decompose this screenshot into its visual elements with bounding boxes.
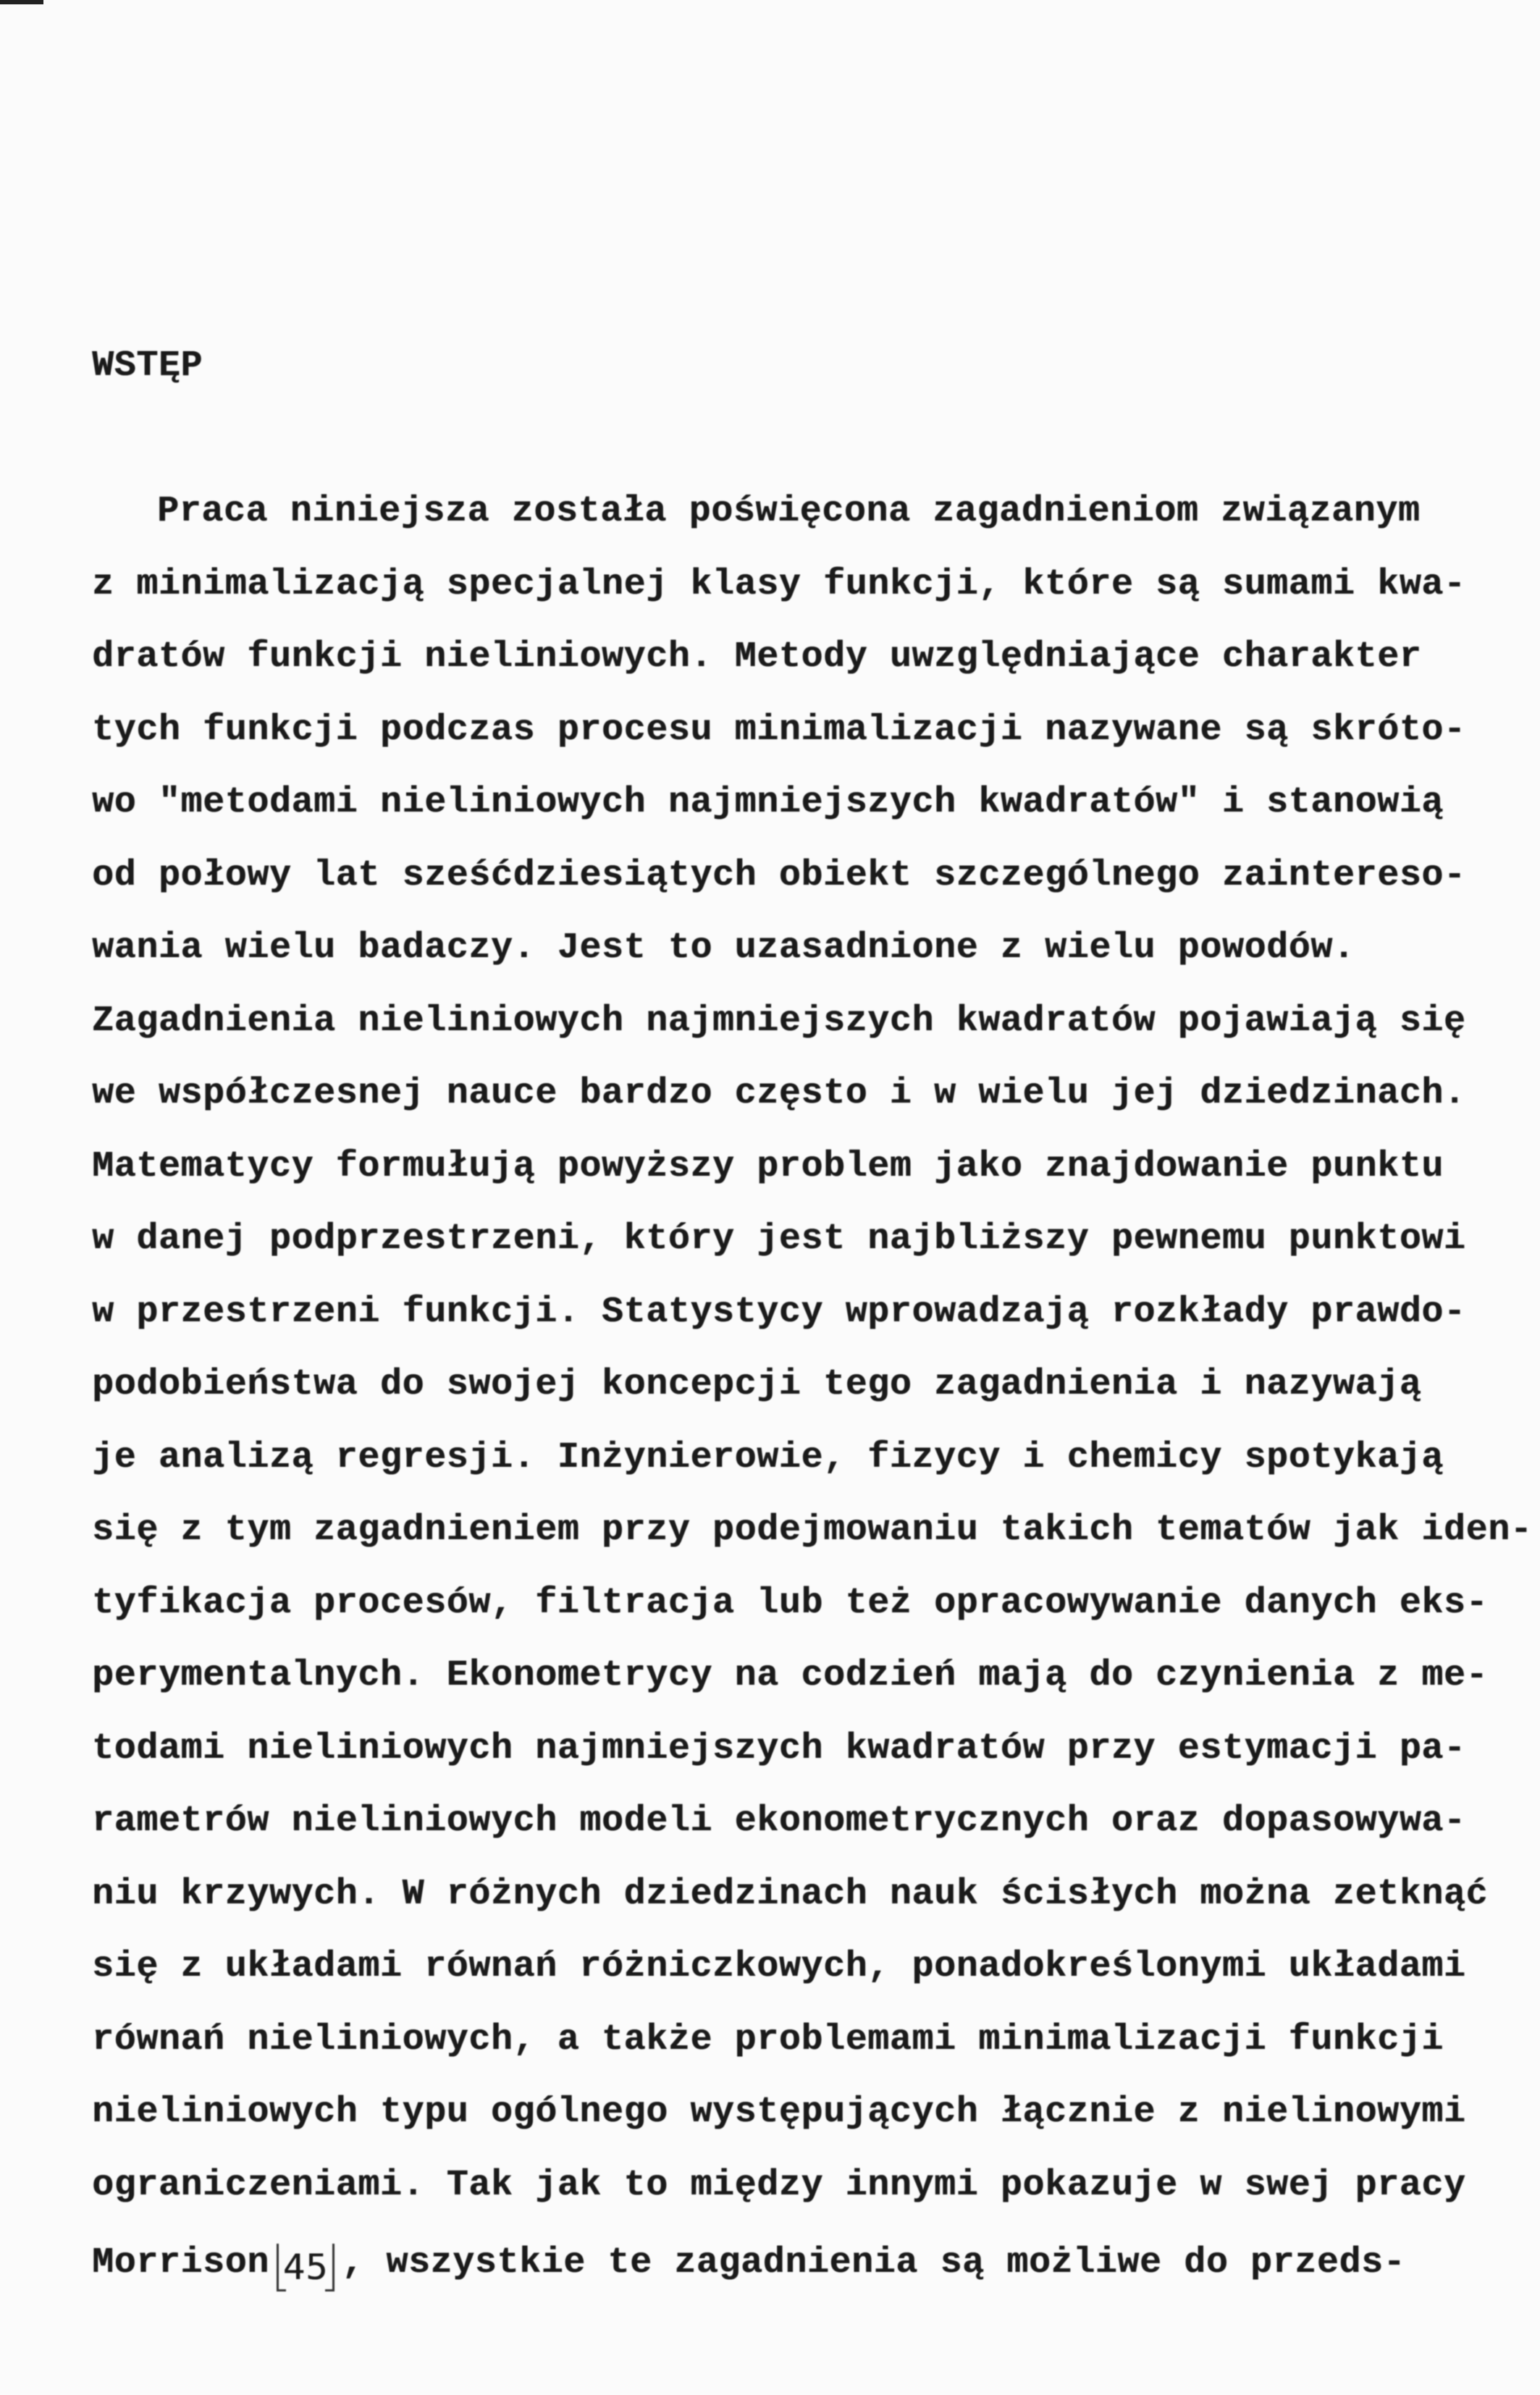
author-name: Morrison [92, 2242, 269, 2284]
paragraph-line: się z układami równań różniczkowych, ponadokreślonymi układami [92, 1946, 1466, 1987]
paragraph-line: dratów funkcji nieliniowych. Metody uwzględniające charakter [92, 636, 1422, 678]
paragraph-line: Zagadnienia nieliniowych najmniejszych kwadratów pojawiają się [92, 1000, 1466, 1042]
paragraph-line: rametrów nieliniowych modeli ekonometrycznych oraz dopasowywa- [92, 1801, 1466, 1842]
paragraph-line [92, 2236, 1406, 2288]
paragraph-line: się z tym zagadnieniem przy podejmowaniu takich tematów jak iden- [92, 1510, 1533, 1551]
line-continuation: , wszystkie te zagadnienia są możliwe do przeds- [342, 2242, 1406, 2284]
paragraph-line: od połowy lat sześćdziesiątych obiekt szczególnego zaintereso- [92, 854, 1466, 896]
paragraph-line: z minimalizacją specjalnej klasy funkcji, które są sumami kwa- [92, 563, 1466, 605]
paragraph-line: Matematycy formułują powyższy problem jako znajdowanie punktu [92, 1145, 1444, 1187]
paragraph-line: tyfikacja procesów, filtracja lub też opracowywanie danych eks- [92, 1582, 1489, 1624]
paragraph-line: we współczesnej nauce bardzo często i w wielu jej dziedzinach. [92, 1073, 1466, 1114]
paragraph-line: niu krzywych. W różnych dziedzinach nauk ścisłych można zetknąć [92, 1873, 1489, 1915]
paragraph-line: todami nieliniowych najmniejszych kwadratów przy estymacji pa- [92, 1727, 1466, 1769]
paragraph-line: wania wielu badaczy. Jest to uzasadnione z wielu powodów. [92, 927, 1355, 969]
paragraph-line: w danej podprzestrzeni, który jest najbliższy pewnemu punktowi [92, 1218, 1466, 1260]
paragraph-line: w przestrzeni funkcji. Statystycy wprowadzają rozkłady prawdo- [92, 1291, 1466, 1333]
paragraph-line: Praca niniejsza została poświęcona zagadnieniom związanym [157, 491, 1421, 532]
paragraph-line: ograniczeniami. Tak jak to między innymi pokazuje w swej pracy [92, 2164, 1466, 2206]
paragraph-line: wo "metodami nieliniowych najmniejszych kwadratów" i stanowią [92, 782, 1444, 823]
citation-reference: 45 [277, 2244, 334, 2291]
paragraph-line: tych funkcji podczas procesu minimalizacji nazywane są skróto- [92, 709, 1466, 751]
paragraph-line: równań nieliniowych, a także problemami minimalizacji funkcji [92, 2019, 1444, 2061]
paragraph-line: podobieństwa do swojej koncepcji tego zagadnienia i nazywają [92, 1364, 1422, 1405]
paragraph-line: nieliniowych typu ogólnego występujących łącznie z nielinowymi [92, 2092, 1466, 2133]
scan-edge [0, 0, 43, 4]
paragraph-line: perymentalnych. Ekonometrycy na codzień mają do czynienia z me- [92, 1655, 1489, 1696]
section-heading: WSTĘP [92, 345, 203, 387]
paragraph-line: je analizą regresji. Inżynierowie, fizycy i chemicy spotykają [92, 1436, 1444, 1478]
